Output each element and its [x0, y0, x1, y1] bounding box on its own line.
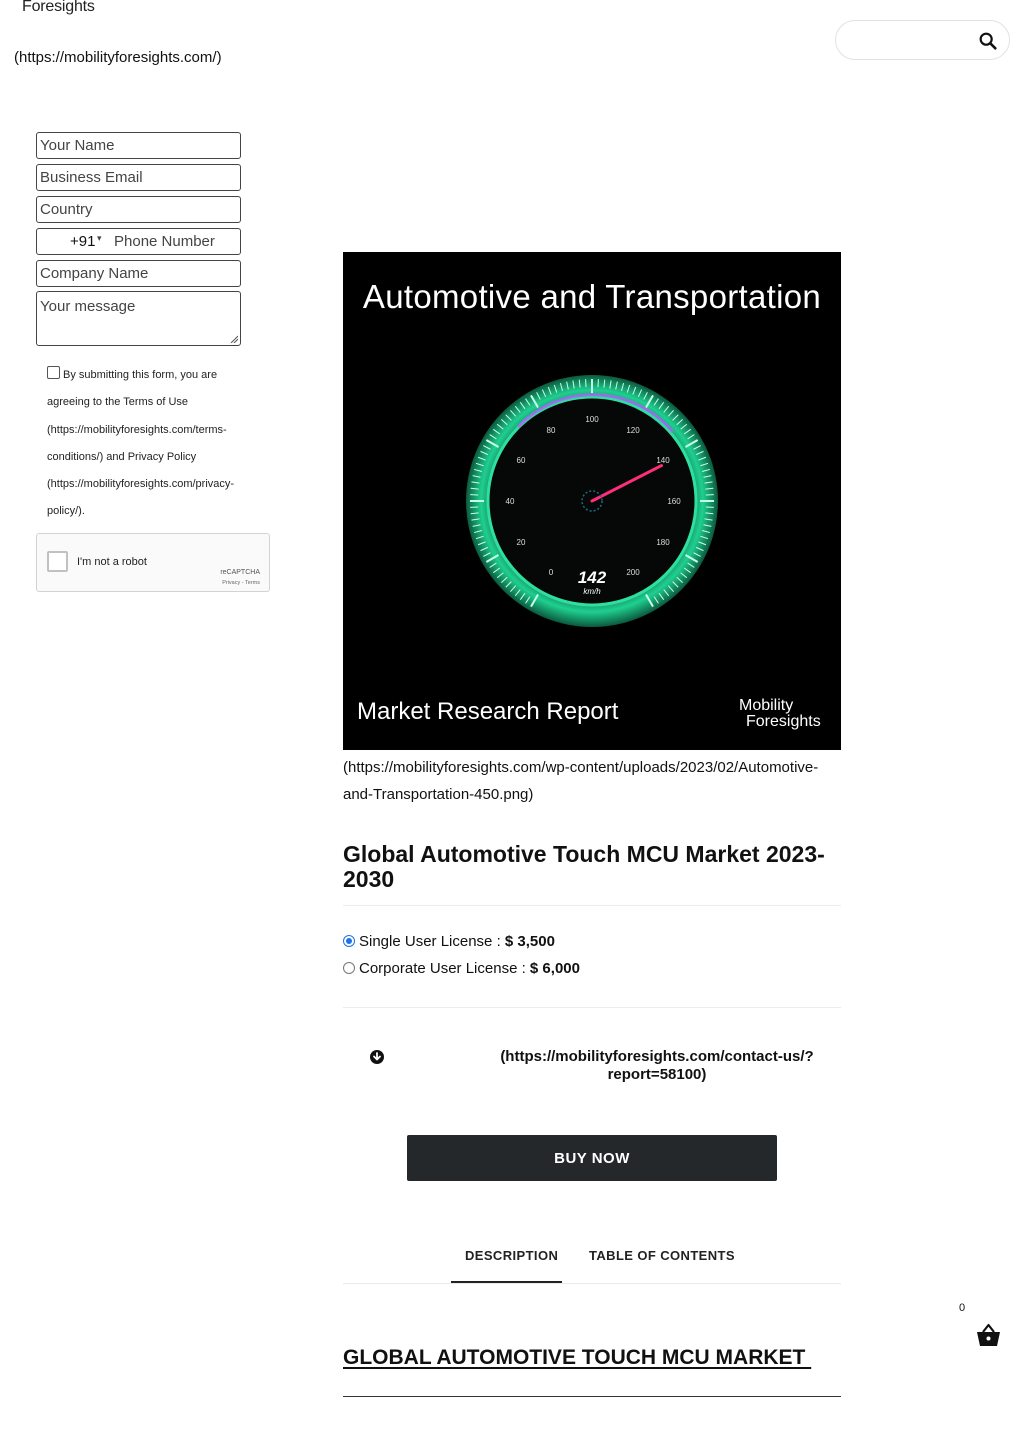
license-label: Corporate User License : [359, 960, 530, 977]
cart-count-badge: 0 [959, 1302, 966, 1314]
product-image[interactable] [343, 252, 841, 750]
gauge-tick-label: 40 [505, 497, 515, 506]
message-placeholder: Your message [40, 298, 136, 315]
tab-description[interactable]: DESCRIPTION [465, 1248, 559, 1263]
product-title: Global Automotive Touch MCU Market 2023-2030 [343, 841, 825, 892]
speed-value: 142 [577, 568, 607, 587]
consent-text: By submitting this form, you are agreeing to the Terms of Use (https://mobilityforesights.com/terms-conditions/) and Privacy Policy (https://mobilityforesights.com/privacy-policy/). [47, 369, 235, 518]
message-field[interactable] [36, 291, 241, 346]
license-price: $ 6,000 [529, 960, 580, 977]
name-field[interactable] [36, 132, 241, 159]
tab-table-of-contents[interactable]: TABLE OF CONTENTS [589, 1248, 735, 1263]
image-brand-line2: Foresights [746, 713, 821, 730]
company-field[interactable] [36, 260, 241, 287]
description-heading: GLOBAL AUTOMOTIVE TOUCH MCU MARKET [343, 1346, 812, 1369]
recaptcha-checkbox[interactable] [47, 551, 68, 572]
country-placeholder: Country [40, 201, 93, 218]
country-field[interactable] [36, 196, 241, 223]
phone-field[interactable] [36, 228, 241, 255]
download-icon[interactable] [370, 1050, 384, 1064]
gauge-tick-label: 160 [667, 497, 681, 506]
recaptcha-label: I'm not a robot [77, 556, 147, 568]
email-placeholder: Business Email [40, 169, 143, 186]
image-subtitle: Market Research Report [357, 698, 619, 725]
logo-text: Foresights [22, 0, 95, 15]
image-brand [739, 698, 821, 730]
image-title: Automotive and Transportation [362, 278, 822, 315]
recaptcha-widget [36, 533, 270, 592]
gauge-tick-label: 140 [656, 456, 670, 465]
gauge-tick-label: 180 [656, 538, 670, 547]
gauge-tick-label: 0 [548, 568, 554, 578]
phone-placeholder: Phone Number [114, 233, 215, 250]
image-brand-line1: Mobility [739, 697, 794, 714]
search-icon[interactable] [977, 30, 999, 52]
license-price: $ 3,500 [504, 933, 555, 950]
divider [343, 1007, 841, 1008]
speedometer-graphic [343, 252, 841, 750]
speed-unit: km/h [583, 587, 601, 596]
company-placeholder: Company Name [40, 265, 149, 282]
chevron-down-icon[interactable]: ▾ [97, 233, 102, 243]
license-radio-corporate[interactable] [343, 962, 355, 974]
gauge-tick-label: 60 [516, 456, 526, 465]
home-link[interactable]: (https://mobilityforesights.com/) [14, 49, 222, 66]
name-placeholder: Your Name [40, 137, 115, 154]
site-logo[interactable] [22, 0, 95, 16]
phone-country-code[interactable]: +91 [70, 233, 96, 250]
search-bar [835, 20, 1010, 60]
recaptcha-brand: reCAPTCHA [220, 569, 260, 576]
recaptcha-links[interactable]: Privacy - Terms [222, 580, 260, 586]
gauge-tick-label: 20 [516, 538, 526, 547]
gauge-tick-label: 100 [585, 415, 599, 424]
gauge-tick-label: 120 [626, 425, 640, 435]
active-tab-indicator [451, 1281, 562, 1283]
divider [343, 905, 841, 906]
gauge-tick-label: 200 [626, 568, 640, 578]
sample-request-link[interactable]: (https://mobilityforesights.com/contact-us/?report=58100) [500, 1048, 814, 1083]
buy-now-button[interactable]: BUY NOW [407, 1135, 777, 1181]
license-label: Single User License : [359, 933, 505, 950]
license-radio-single[interactable] [343, 935, 355, 947]
search-input[interactable] [850, 30, 974, 48]
email-field[interactable] [36, 164, 241, 191]
description-rule [343, 1396, 841, 1397]
tab-bar-border [343, 1283, 841, 1284]
gauge-tick-label: 80 [546, 425, 556, 435]
resize-grip-icon[interactable] [230, 335, 238, 343]
basket-icon[interactable] [975, 1323, 1002, 1348]
image-link[interactable]: (https://mobilityforesights.com/wp-content/uploads/2023/02/Automotive-and-Transportation-450.png) [343, 759, 819, 803]
